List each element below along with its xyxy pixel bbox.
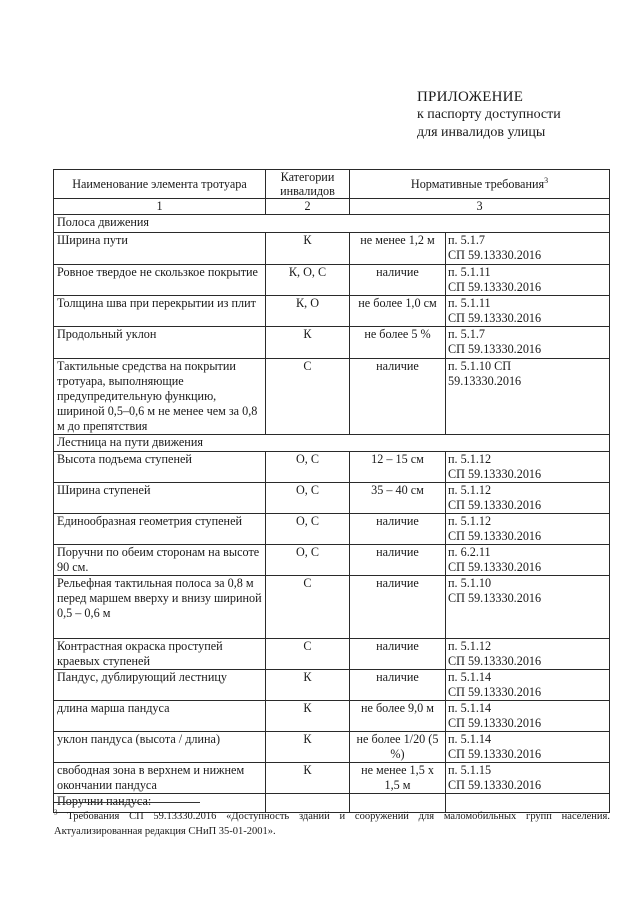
cell-category: К (266, 670, 350, 701)
cell-requirement-value: не более 1,0 см (350, 296, 446, 327)
cell-element-name: Ширина пути (54, 233, 266, 265)
reference-clause: п. 5.1.10 (448, 576, 492, 590)
reference-standard: СП 59.13330.2016 (448, 280, 542, 294)
reference-standard: СП 59.13330.2016 (448, 529, 542, 543)
reference-clause: п. 5.1.10 СП (448, 359, 512, 373)
cell-reference (446, 233, 610, 265)
cell-element-name: Поручни пандуса: (54, 794, 266, 813)
cell-reference (446, 639, 610, 670)
cell-reference (446, 483, 610, 514)
footnote (54, 809, 610, 839)
table-row (54, 452, 610, 483)
table-row (54, 576, 610, 639)
table-row (54, 670, 610, 701)
cell-reference (446, 452, 610, 483)
cell-reference (446, 576, 610, 639)
cell-category: С (266, 639, 350, 670)
header-row (54, 170, 610, 199)
table-row (54, 265, 610, 296)
table-row (54, 732, 610, 763)
reference-standard: СП 59.13330.2016 (448, 716, 542, 730)
footnote-marker: 3 (54, 808, 58, 817)
cell-element-name: Ширина ступеней (54, 483, 266, 514)
reference-standard: СП 59.13330.2016 (448, 311, 542, 325)
cell-element-name: уклон пандуса (высота / длина) (54, 732, 266, 763)
reference-clause: п. 6.2.11 (448, 545, 491, 559)
footnote-text: Требования СП 59.13330.2016 «Доступность зданий и сооружений для маломобильных групп населения. Актуализированная редакция СНиП 35-01-2001». (54, 811, 610, 837)
cell-reference (446, 732, 610, 763)
header-requirements (350, 170, 610, 199)
cell-requirement-value: наличие (350, 576, 446, 639)
cell-requirement-value: 35 – 40 см (350, 483, 446, 514)
cell-category: О, С (266, 483, 350, 514)
header-requirements-label: Нормативные требования (410, 176, 545, 191)
reference-standard: СП 59.13330.2016 (448, 654, 542, 668)
cell-requirement-value: наличие (350, 514, 446, 545)
cell-requirement-value: не более 1/20 (5 %) (350, 732, 446, 763)
header-category: Категории инвалидов (266, 170, 350, 199)
appendix-subtitle-line1: к паспорту доступности (417, 107, 561, 122)
cell-element-name: Ровное твердое не скользкое покрытие (54, 265, 266, 296)
cell-requirement-value: не менее 1,2 м (350, 233, 446, 265)
appendix-title: ПРИЛОЖЕНИЕ (417, 89, 524, 105)
cell-element-name: Высота подъема ступеней (54, 452, 266, 483)
reference-standard: СП 59.13330.2016 (448, 685, 542, 699)
reference-clause: п. 5.1.12 (448, 452, 492, 466)
reference-clause: п. 5.1.11 (448, 296, 491, 310)
cell-requirement-value: 12 – 15 см (350, 452, 446, 483)
footnote-ref: 3 (544, 175, 549, 185)
reference-standard: 59.13330.2016 (448, 374, 522, 388)
column-number-row (54, 199, 610, 215)
table-body (54, 215, 610, 813)
column-number: 1 (54, 199, 266, 215)
table-row (54, 639, 610, 670)
reference-standard: СП 59.13330.2016 (448, 591, 542, 605)
cell-requirement-value: наличие (350, 639, 446, 670)
section-row (54, 435, 610, 452)
cell-element-name: длина марша пандуса (54, 701, 266, 732)
table-row (54, 327, 610, 359)
cell-category: К, О (266, 296, 350, 327)
cell-category: К (266, 701, 350, 732)
cell-element-name: Поручни по обеим сторонам на высоте 90 см. (54, 545, 266, 576)
footnote-divider (54, 802, 200, 803)
cell-requirement-value: наличие (350, 265, 446, 296)
cell-requirement-value: не более 9,0 м (350, 701, 446, 732)
cell-reference (446, 327, 610, 359)
header-name: Наименование элемента тротуара (54, 170, 266, 199)
reference-clause: п. 5.1.12 (448, 483, 492, 497)
cell-element-name: Рельефная тактильная полоса за 0,8 м перед маршем вверху и внизу шириной 0,5 – 0,6 м (54, 576, 266, 639)
reference-clause: п. 5.1.14 (448, 701, 492, 715)
reference-standard: СП 59.13330.2016 (448, 747, 542, 761)
section-row (54, 215, 610, 233)
table-row (54, 545, 610, 576)
appendix-subtitle-line2: для инвалидов улицы (417, 125, 546, 140)
cell-category: К (266, 233, 350, 265)
reference-clause: п. 5.1.12 (448, 639, 492, 653)
cell-category: К (266, 732, 350, 763)
cell-reference (446, 265, 610, 296)
reference-clause: п. 5.1.14 (448, 670, 492, 684)
reference-clause: п. 5.1.14 (448, 732, 492, 746)
cell-requirement-value: наличие (350, 545, 446, 576)
cell-category: О, С (266, 452, 350, 483)
section-title: Полоса движения (54, 215, 610, 233)
reference-standard: СП 59.13330.2016 (448, 342, 542, 356)
cell-requirement-value: наличие (350, 359, 446, 435)
reference-standard: СП 59.13330.2016 (448, 467, 542, 481)
reference-clause: п. 5.1.7 (448, 233, 485, 247)
cell-requirement-value: не более 5 % (350, 327, 446, 359)
cell-requirement-value: наличие (350, 670, 446, 701)
appendix-heading (417, 88, 561, 142)
cell-reference (446, 514, 610, 545)
reference-clause: п. 5.1.11 (448, 265, 491, 279)
cell-reference (446, 763, 610, 794)
cell-reference (446, 296, 610, 327)
cell-reference (446, 701, 610, 732)
column-number: 2 (266, 199, 350, 215)
cell-element-name: свободная зона в верхнем и нижнем окончании пандуса (54, 763, 266, 794)
requirements-table (53, 169, 610, 813)
cell-reference (446, 670, 610, 701)
table-row (54, 296, 610, 327)
cell-element-name: Контрастная окраска проступей краевых ступеней (54, 639, 266, 670)
table-row (54, 233, 610, 265)
cell-category: К, О, С (266, 265, 350, 296)
cell-category: С (266, 576, 350, 639)
cell-category: О, С (266, 514, 350, 545)
table-row (54, 359, 610, 435)
section-title: Лестница на пути движения (54, 435, 610, 452)
table-row (54, 514, 610, 545)
cell-category: К (266, 763, 350, 794)
cell-requirement-value: не менее 1,5 х 1,5 м (350, 763, 446, 794)
reference-standard: СП 59.13330.2016 (448, 248, 542, 262)
cell-element-name: Продольный уклон (54, 327, 266, 359)
table-row (54, 701, 610, 732)
reference-standard: СП 59.13330.2016 (448, 498, 542, 512)
table-row (54, 763, 610, 794)
reference-standard: СП 59.13330.2016 (448, 778, 542, 792)
cell-category: С (266, 359, 350, 435)
reference-clause: п. 5.1.15 (448, 763, 492, 777)
cell-category: О, С (266, 545, 350, 576)
table-row (54, 483, 610, 514)
cell-element-name: Тактильные средства на покрытии тротуара, выполняющие предупредительную функцию, шириной 0,5–0,6 м не менее чем за 0,8 м до препятствия (54, 359, 266, 435)
cell-element-name: Толщина шва при перекрытии из плит (54, 296, 266, 327)
reference-standard: СП 59.13330.2016 (448, 560, 542, 574)
cell-element-name: Пандус, дублирующий лестницу (54, 670, 266, 701)
cell-element-name: Единообразная геометрия ступеней (54, 514, 266, 545)
reference-clause: п. 5.1.7 (448, 327, 485, 341)
cell-reference (446, 359, 610, 435)
cell-category: К (266, 327, 350, 359)
cell-reference (446, 545, 610, 576)
column-number: 3 (350, 199, 610, 215)
reference-clause: п. 5.1.12 (448, 514, 492, 528)
